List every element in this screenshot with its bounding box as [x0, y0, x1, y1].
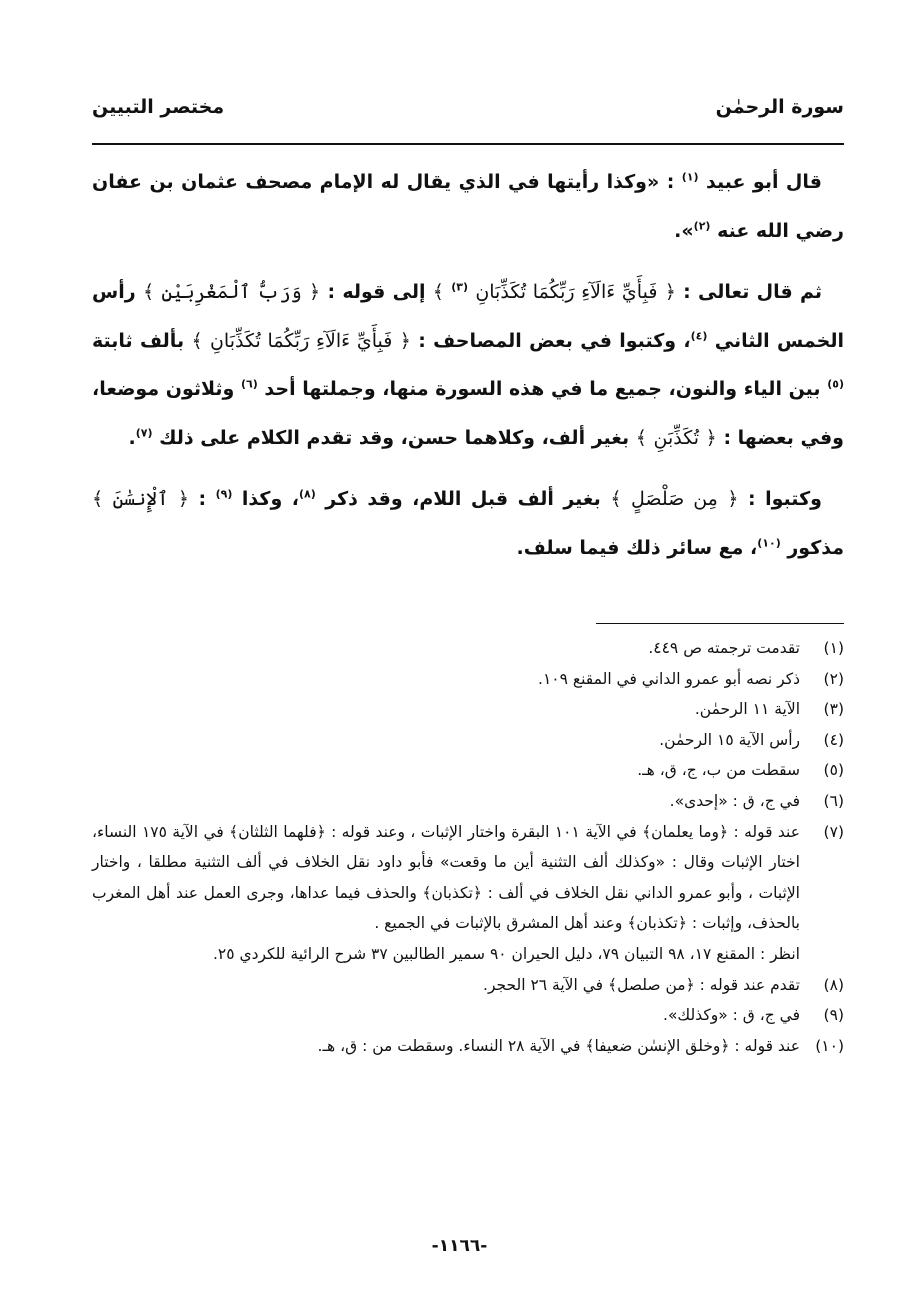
footnote-text: في ج، ق : «إحدى».	[669, 791, 800, 810]
footnote-item	[92, 633, 844, 664]
running-header-surah: سورة الرحمٰن	[715, 96, 844, 118]
quran-bracket-open: ﴿	[177, 488, 189, 510]
footnote-references: انظر : المقنع ١٧، ٩٨ التبيان ٧٩، دليل الحيران ٩٠ سمير الطالبين ٣٧ شرح الرائية للكردي ٢٥.	[212, 944, 800, 963]
footnote-ref-2: (٢)	[693, 219, 711, 233]
quran-bracket-close: ﴾	[92, 488, 104, 510]
footnote-text: في ج، ق : «وكذلك».	[663, 1006, 800, 1025]
footnote-ref-5: (٥)	[827, 377, 844, 391]
footnote-item	[92, 694, 844, 725]
footnote-ref-1: (١)	[681, 170, 699, 184]
footnote-item	[92, 970, 844, 1001]
footnote-number: (٨)	[823, 975, 844, 994]
quran-verse: فَبِأَيِّ ءَالَآءِ رَبِّكُمَا تُكَذِّبَانِ	[209, 329, 393, 352]
quran-verse: فَبِأَيِّ ءَالَآءِ رَبِّكُمَا تُكَذِّبَانِ	[475, 281, 658, 303]
quran-bracket-open: ﴿	[309, 281, 321, 303]
header-rule	[92, 143, 844, 145]
footnote-text: سقطت من ب، ج، ق، هـ.	[637, 761, 800, 780]
footnote-separator	[596, 623, 844, 624]
quran-bracket-close: ﴾	[191, 329, 203, 352]
footnote-number: (٢)	[823, 669, 844, 688]
footnote-number: (٣)	[823, 700, 844, 719]
footnote-ref-4: (٤)	[690, 329, 708, 343]
paragraph-3: وكتبوا : ﴿ مِن صَلْصَلٍ ﴾ بغير ألف قبل اللام، وقد ذكر $^{(٨)}$، وكذا $^{(٩)}$ : ﴿ ٱلْإِنسَٰنَ ﴾ مذكور $^{(١٠)}$، مع سائر ذلك فيما سلف.	[92, 487, 844, 559]
footnote-text: رأس الآية ١٥ الرحمٰن.	[659, 730, 800, 749]
running-header-book-title: مختصر التبيين	[92, 96, 225, 118]
footnote-text: ذكر نصه أبو عمرو الداني في المقنع ١٠٩.	[538, 669, 800, 688]
footnote-item	[92, 786, 844, 817]
footnote-number: (٥)	[823, 761, 844, 780]
quran-bracket-close: ﴾	[432, 281, 444, 303]
quran-bracket-close: ﴾	[142, 281, 155, 303]
footnote-item	[92, 1031, 844, 1062]
quran-bracket-close: ﴾	[635, 426, 647, 449]
footnote-text: تقدم عند قوله : ﴿من صلصل﴾ في الآية ٢٦ الحجر.	[483, 975, 800, 994]
quran-verse: تُكَذِّبَنِ	[653, 426, 700, 449]
quran-verse: وَرَبُّ ٱلْمَغْرِبَيْنِ	[161, 281, 302, 303]
footnote-ref-10: (١٠)	[757, 536, 781, 550]
footnote-number: (١)	[823, 639, 844, 657]
footnote-item	[92, 664, 844, 695]
quran-bracket-open: ﴿	[399, 329, 411, 352]
footnote-ref-7: (٧)	[135, 426, 153, 440]
footnote-number: (٤)	[823, 730, 844, 749]
footnote-number: (٩)	[823, 1006, 844, 1025]
footnote-ref-9: (٩)	[215, 487, 233, 501]
quran-bracket-close: ﴾	[610, 488, 622, 510]
footnote-text: تقدمت ترجمته ص ٤٤٩.	[648, 639, 800, 657]
quran-bracket-open: ﴿	[705, 426, 717, 449]
paragraph-2: ثم قال تعالى : ﴿ فَبِأَيِّ ءَالَآءِ رَبِّكُمَا تُكَذِّبَانِ $^{(٣)}$ ﴾ إلى قوله : ﴿ وَرَبُّ ٱلْمَغْرِبَيْنِ ﴾ رأس الخمس الثاني $^{(٤)}$، وكتبوا في بعض المصاحف : ﴿ فَبِأَيِّ ءَالَآءِ رَبِّكُمَا تُكَذِّبَانِ ﴾ بألف ثابتة $^{(٥)}$ بين الياء والنون، جميع ما في هذه السورة منها، وجملتها أحد $^{(٦)}$ وثلاثون موضعا، وفي بعضها : ﴿ تُكَذِّبَنِ ﴾ بغير ألف، وكلاهما حسن، وقد تقدم الكلام على ذلك $^{(٧)}$.	[92, 280, 844, 449]
footnote-ref-6: (٦)	[241, 377, 258, 391]
footnote-number: (٦)	[823, 791, 844, 810]
footnote-ref-8: (٨)	[299, 487, 316, 501]
footnote-text: الآية ١١ الرحمٰن.	[694, 700, 800, 719]
paragraph-1: قال أبو عبيد $^{(١)}$ : «وكذا رأيتها في الذي يقال له الإمام مصحف عثمان بن عفان رضي الله عنه $^{(٢)}$».	[92, 170, 844, 242]
footnote-text: عند قوله : ﴿وما يعلمان﴾ في الآية ١٠١ البقرة واختار الإثبات ، وعند قوله : ﴿فلهما الثلثان﴾ في الآية ١٧٥ النساء، اختار الإثبات وقال : «وكذلك ألف التثنية أين ما وقعت» فأبو داود نقل الخلاف في ألف التثنية مطلقا ، واختار الإثبات ، وأبو عمرو الداني نقل الخلاف في ألف : ﴿تكذبان﴾ والحذف فيما عداها، وجرى العمل عند أهل المغرب بالحذف، وإثبات : ﴿تكذبان﴾ وعند أهل المشرق بالإثبات في الجميع .	[92, 822, 800, 933]
page-number: -١١٦٦-	[431, 1236, 488, 1256]
quran-bracket-open: ﴿	[727, 488, 739, 510]
footnote-item	[92, 817, 844, 970]
footnote-item	[92, 725, 844, 756]
footnote-item	[92, 1000, 844, 1031]
footnotes	[92, 633, 844, 1061]
quran-bracket-open: ﴿	[664, 281, 676, 303]
footnote-ref-3: (٣)	[451, 280, 469, 294]
footnote-text: عند قوله : ﴿وخلق الإنسٰن ضعيفا﴾ في الآية ٢٨ النساء. وسقطت من : ق، هـ.	[317, 1036, 800, 1055]
footnote-number: (١٠)	[815, 1036, 844, 1055]
quran-verse: ٱلْإِنسَٰنَ	[112, 488, 169, 510]
quran-verse: مِن صَلْصَلٍ	[630, 488, 718, 510]
main-text	[92, 158, 844, 572]
footnote-item	[92, 755, 844, 786]
footnote-number: (٧)	[823, 822, 844, 841]
